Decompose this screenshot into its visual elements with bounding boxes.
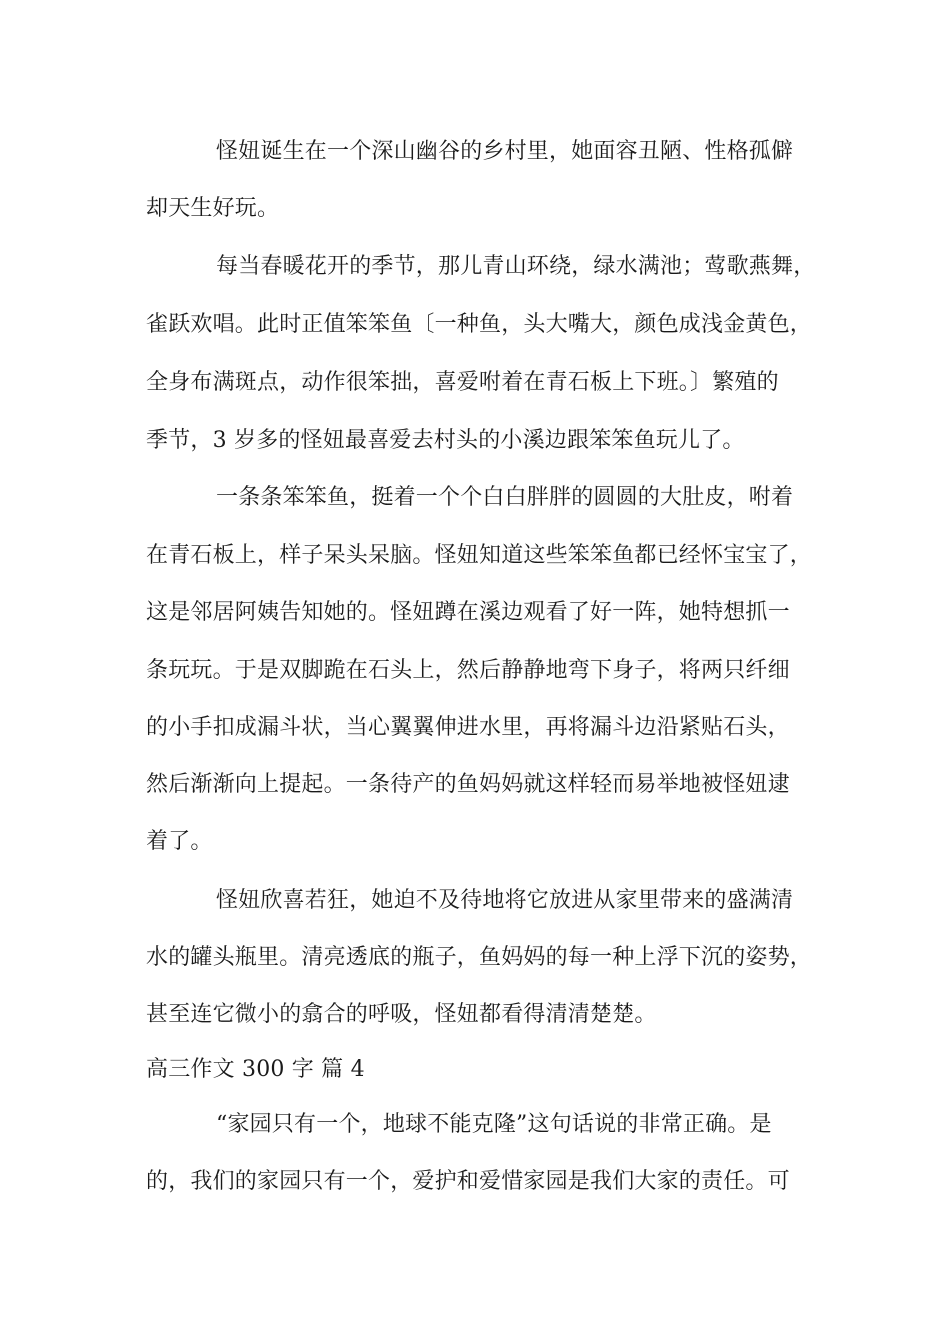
paragraph-3-line-2: 在青石板上，样子呆头呆脑。怪妞知道这些笨笨鱼都已经怀宝宝了， <box>146 543 813 568</box>
paragraph-2-line-2: 雀跃欢唱。此时正值笨笨鱼〔一种鱼，头大嘴大，颜色成浅金黄色， <box>146 312 813 337</box>
paragraph-3-line-1: 一条条笨笨鱼，挺着一个个白白胖胖的圆圆的大肚皮，咐着 <box>216 485 794 510</box>
paragraph-4-line-3: 甚至连它微小的翕合的呼吸，怪妞都看得清清楚楚。 <box>146 1002 657 1027</box>
section-heading: 高三作文 300 字 篇 4 <box>146 1057 365 1082</box>
paragraph-1-line-2: 却天生好玩。 <box>146 196 280 221</box>
paragraph-2-line-4: 季节，3 岁多的怪妞最喜爱去村头的小溪边跟笨笨鱼玩儿了。 <box>146 428 745 453</box>
paragraph-4-line-2: 水的罐头瓶里。清亮透底的瓶子，鱼妈妈的每一种上浮下沉的姿势， <box>146 945 813 970</box>
paragraph-4-line-1: 怪妞欣喜若狂，她迫不及待地将它放进从家里带来的盛满清 <box>216 888 794 913</box>
paragraph-2-line-3: 全身布满斑点，动作很笨拙，喜爱咐着在青石板上下班。〕繁殖的 <box>146 370 779 395</box>
paragraph-5-line-2: 的，我们的家园只有一个，爱护和爱惜家园是我们大家的责任。可 <box>146 1169 790 1194</box>
paragraph-2-line-1: 每当春暖花开的季节，那儿青山环绕，绿水满池；莺歌燕舞， <box>216 254 816 279</box>
paragraph-3-line-7: 着了。 <box>146 829 213 854</box>
paragraph-3-line-6: 然后渐渐向上提起。一条待产的鱼妈妈就这样轻而易举地被怪妞逮 <box>146 772 790 797</box>
paragraph-5-line-1: “家园只有一个，地球不能克隆”这句话说的非常正确。是 <box>216 1112 772 1137</box>
paragraph-3-line-4: 条玩玩。于是双脚跪在石头上，然后静静地弯下身子，将两只纤细 <box>146 658 790 683</box>
paragraph-3-line-5: 的小手扣成漏斗状，当心翼翼伸进水里，再将漏斗边沿紧贴石头， <box>146 715 790 740</box>
paragraph-1-line-1: 怪妞诞生在一个深山幽谷的乡村里，她面容丑陋、性格孤僻 <box>216 139 794 164</box>
paragraph-3-line-3: 这是邻居阿姨告知她的。怪妞蹲在溪边观看了好一阵，她特想抓一 <box>146 600 790 625</box>
